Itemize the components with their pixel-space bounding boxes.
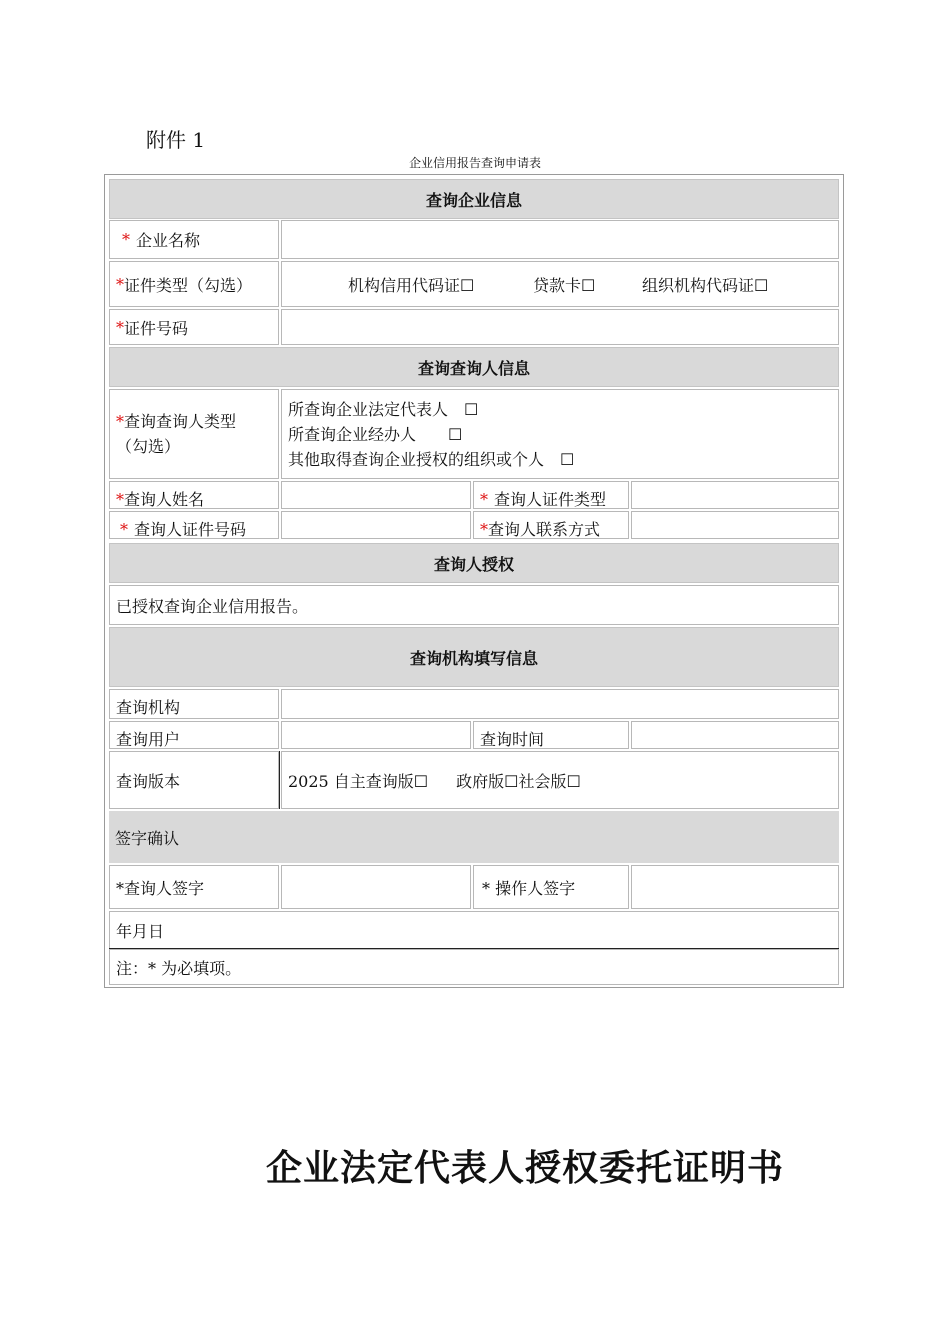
inquirer-id-type-label (473, 481, 629, 509)
id-number-label (109, 309, 279, 345)
id-type-option-loan-card[interactable]: 贷款卡☐ (533, 275, 596, 295)
id-type-options (281, 261, 839, 307)
query-time-input[interactable] (631, 721, 839, 749)
inquirer-contact-label (473, 511, 629, 539)
query-time-label (473, 721, 629, 749)
required-mark: * (116, 490, 124, 507)
required-mark: * (122, 230, 130, 249)
company-name-input[interactable] (281, 220, 839, 259)
query-user-input[interactable] (281, 721, 471, 749)
section-institution-header: 查询机构填写信息 (109, 627, 839, 687)
attachment-label: 附件 1 (146, 128, 206, 152)
document-title: 企业法定代表人授权委托证明书 (266, 1147, 785, 1189)
version-option-social[interactable]: 社会版☐ (518, 771, 581, 791)
query-user-text: 查询用户 (116, 730, 181, 747)
inquirer-contact-input[interactable] (631, 511, 839, 539)
operator-signature-input[interactable] (631, 865, 839, 909)
company-name-text: 企业名称 (136, 231, 201, 250)
version-option-self[interactable]: 2025 自主查询版☐ (288, 771, 429, 791)
date-row: 年月日 (109, 911, 839, 949)
inquirer-name-text: 查询人姓名 (124, 490, 205, 507)
required-mark: * (116, 274, 124, 294)
inquirer-type-hint: （勾选） (116, 437, 181, 456)
form-title: 企业信用报告查询申请表 (408, 156, 541, 170)
required-mark: * (116, 412, 124, 431)
required-mark: * (480, 520, 488, 537)
inquirer-type-text: 查询查询人类型 (124, 412, 237, 431)
version-option-government[interactable]: 政府版☐ (456, 771, 519, 791)
inquirer-signature-input[interactable] (281, 865, 471, 909)
inquirer-type-option-agent[interactable]: 所查询企业经办人 ☐ (288, 424, 463, 444)
authorization-text: 已授权查询企业信用报告。 (109, 585, 839, 625)
inquirer-contact-text: 查询人联系方式 (488, 520, 601, 537)
operator-signature-label: * 操作人签字 (473, 865, 629, 909)
inquirer-name-input[interactable] (281, 481, 471, 509)
required-mark: * (120, 520, 128, 537)
id-number-text: 证件号码 (124, 318, 189, 338)
note-row: 注：* 为必填项。 (109, 949, 839, 985)
signature-confirm-row: 签字确认 (109, 811, 839, 863)
inquirer-type-label (109, 389, 279, 479)
inquirer-type-options (281, 389, 839, 479)
section-authorization-header: 查询人授权 (109, 543, 839, 583)
inquirer-name-label (109, 481, 279, 509)
query-institution-text: 查询机构 (116, 698, 181, 716)
query-institution-input[interactable] (281, 689, 839, 719)
inquirer-signature-label: *查询人签字 (109, 865, 279, 909)
inquirer-id-type-text: 查询人证件类型 (494, 490, 607, 507)
id-type-text: 证件类型（勾选） (124, 275, 253, 295)
inquirer-id-type-input[interactable] (631, 481, 839, 509)
inquirer-id-number-label (109, 511, 279, 539)
application-form (104, 174, 844, 988)
query-version-label: 查询版本 (109, 751, 279, 809)
id-number-input[interactable] (281, 309, 839, 345)
id-type-option-credit-code[interactable]: 机构信用代码证☐ (348, 275, 475, 295)
required-mark: * (116, 317, 124, 337)
query-institution-label (109, 689, 279, 719)
id-type-label (109, 261, 279, 307)
required-mark: * (480, 490, 488, 507)
query-version-options (281, 751, 839, 809)
version-divider (279, 751, 280, 809)
company-name-label (109, 220, 279, 259)
inquirer-type-option-legal-rep[interactable]: 所查询企业法定代表人 ☐ (288, 399, 479, 419)
inquirer-id-number-text: 查询人证件号码 (134, 520, 247, 537)
section-enterprise-header: 查询企业信息 (109, 179, 839, 219)
inquirer-type-option-authorized[interactable]: 其他取得查询企业授权的组织或个人 ☐ (288, 449, 575, 469)
id-type-option-org-code[interactable]: 组织机构代码证☐ (642, 275, 769, 295)
query-user-label (109, 721, 279, 749)
inquirer-id-number-input[interactable] (281, 511, 471, 539)
query-time-text: 查询时间 (480, 730, 545, 747)
section-inquirer-header: 查询查询人信息 (109, 347, 839, 387)
